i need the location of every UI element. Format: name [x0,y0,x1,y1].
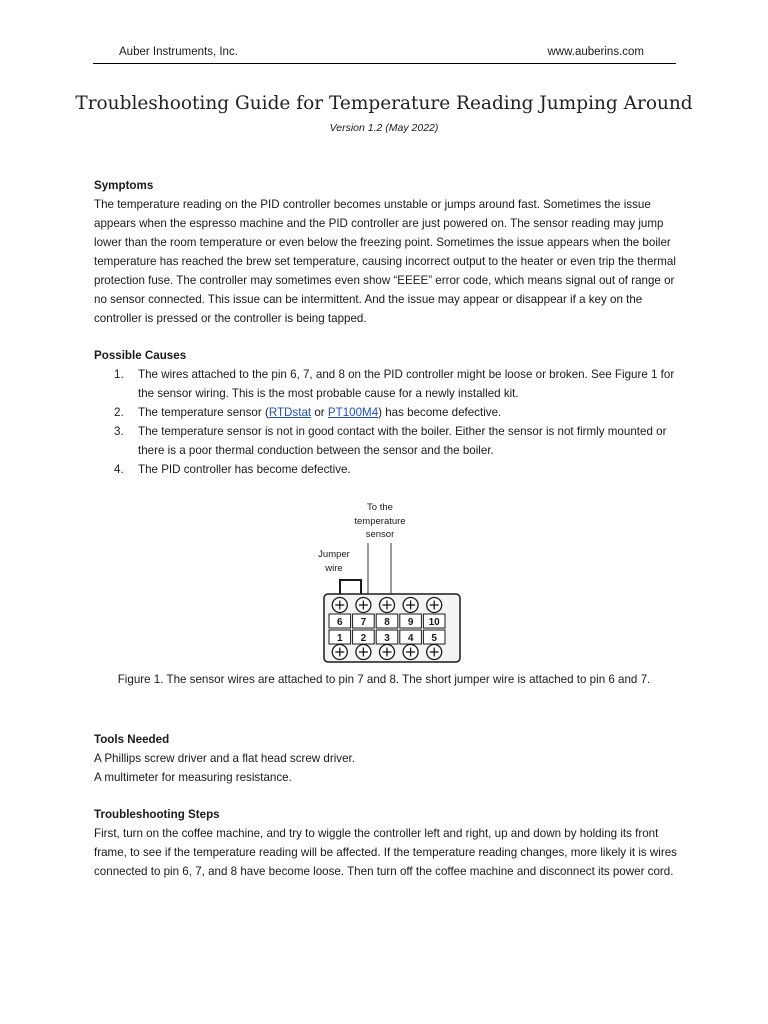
header-website: www.auberins.com [547,46,644,58]
terminal-screw-icon [332,598,347,613]
symptoms-heading: Symptoms [94,179,154,192]
list-number: 3. [114,425,124,438]
pt100m4-link[interactable]: PT100M4 [327,406,379,419]
tools-line: A Phillips screw driver and a flat head screw driver. [94,752,355,765]
header-rule [93,63,676,64]
causes-list [94,365,680,479]
jumper-label-line: Jumper [318,549,350,560]
top-pin-label: 6 [337,617,343,628]
bottom-pin-label: 3 [384,633,390,644]
terminal-screw-icon [427,645,442,660]
text-fragment: or [311,406,328,419]
bottom-pin-label: 5 [431,633,437,644]
terminal-screw-icon [427,598,442,613]
sensor-label-line: sensor [365,529,395,540]
top-pin-label: 8 [384,617,390,628]
steps-heading: Troubleshooting Steps [94,808,220,821]
rtdstat-link[interactable]: RTDstat [268,406,312,419]
jumper-wire [340,580,361,595]
list-text [138,403,680,422]
top-pin-label: 9 [407,617,414,628]
list-item [94,403,680,422]
terminal-screw-icon [380,598,395,613]
list-number: 2. [114,406,124,419]
tools-heading: Tools Needed [94,733,170,746]
document-title: Troubleshooting Guide for Temperature Reading Jumping Around [75,93,693,114]
steps-section [94,805,680,881]
symptoms-section [94,176,680,328]
list-number: 1. [114,368,124,381]
list-item [94,365,680,403]
figure-caption: Figure 1. The sensor wires are attached to pin 7 and 8. The short jumper wire is attached to pin 6 and 7. [117,673,651,686]
bottom-pin-label: 4 [407,633,414,644]
causes-heading: Possible Causes [94,349,187,362]
terminal-screw-icon [356,598,371,613]
list-text: The PID controller has become defective. [138,463,351,476]
bottom-pin-label: 1 [337,633,343,644]
terminal-screw-icon [332,645,347,660]
list-item [94,460,680,479]
bottom-pin-label: 2 [360,633,367,644]
terminal-screw-icon [356,645,371,660]
tools-section [94,730,680,787]
terminal-wiring-diagram [300,495,480,675]
text-fragment: ) has become defective. [378,406,502,419]
top-pin-label: 10 [428,617,440,628]
symptoms-text: The temperature reading on the PID controller becomes unstable or jumps around fast. Sometimes the issue appears when the espresso machine and the PID controller are just powered on. The sensor reading may jump lower than the room temperature or even below the freezing point. Sometimes the issue appears when the boiler temperature has reached the brew set temperature, causing incorrect output to the heater or even trip the thermal protection fuse. The controller may sometimes even show “EEEE” error code, which means signal out of range or no sensor connected. This issue can be intermittent. And the issue may appear or disappear if a key on the controller is pressed or the controller is being tapped. [94,198,676,325]
jumper-label-line: wire [325,563,343,574]
tools-line: A multimeter for measuring resistance. [94,771,292,784]
list-text: The temperature sensor is not in good contact with the boiler. Either the sensor is not firmly mounted or there is a poor thermal conduction between the sensor and the boiler. [138,425,667,457]
document-version: Version 1.2 (May 2022) [329,122,439,134]
steps-text: First, turn on the coffee machine, and try to wiggle the controller left and right, up and down by holding its front frame, to see if the temperature reading will be affected. If the temperature reading changes, more likely it is wires connected to pin 6, 7, and 8 have become loose. Then turn off the coffee machine and disconnect its power cord. [94,827,677,878]
list-text: The wires attached to the pin 6, 7, and 8 on the PID controller might be loose or broken. See Figure 1 for the sensor wiring. This is the most probable cause for a newly installed kit. [138,368,675,400]
list-item [94,422,680,460]
terminal-screw-icon [403,598,418,613]
list-number: 4. [114,463,124,476]
sensor-label-line: To the [367,502,393,513]
top-pin-label: 7 [360,617,367,628]
sensor-label-line: temperature [354,516,406,527]
text-fragment: The temperature sensor ( [138,406,269,419]
terminal-screw-icon [380,645,395,660]
header-company: Auber Instruments, Inc. [119,46,238,58]
terminal-screw-icon [403,645,418,660]
